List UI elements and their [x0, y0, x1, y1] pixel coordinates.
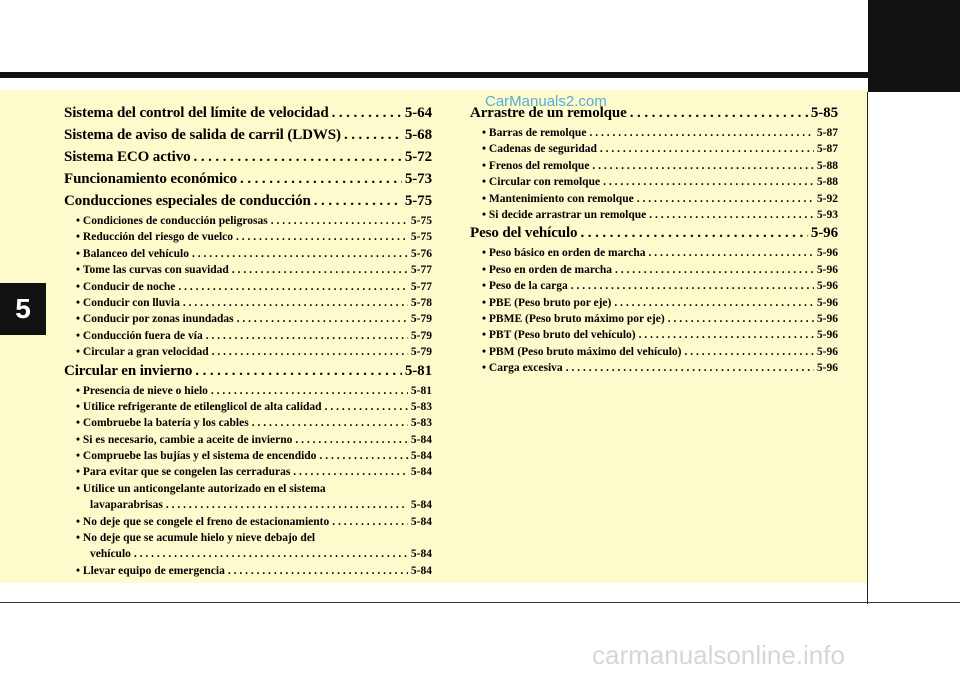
- toc-entry[interactable]: [64, 127, 432, 148]
- chapter-tab: 5: [0, 283, 46, 335]
- dot-leader: [615, 264, 814, 276]
- dot-leader: [134, 548, 408, 560]
- toc-entry-title: Conducciones especiales de conducción: [64, 193, 311, 209]
- toc-page-number: 5-77: [410, 280, 432, 293]
- toc-entry-title: • Barras de remolque: [482, 127, 586, 139]
- toc-subentry[interactable]: [64, 248, 432, 264]
- toc-page-number: 5-88: [816, 176, 838, 189]
- toc-entry-title: • Llevar equipo de emergencia: [76, 565, 225, 577]
- toc-subentry[interactable]: [470, 297, 838, 313]
- dot-leader: [589, 127, 813, 139]
- toc-entry-title: • PBT (Peso bruto del vehículo): [482, 329, 636, 341]
- corner-block: [868, 0, 960, 92]
- dot-leader: [252, 417, 408, 429]
- toc-subentry[interactable]: [470, 329, 838, 345]
- toc-entry-title: • Mantenimiento con remolque: [482, 193, 634, 205]
- toc-entry-title: Arrastre de un remolque: [470, 105, 627, 121]
- toc-page-number: 5-76: [410, 247, 432, 260]
- toc-page-number: 5-93: [816, 208, 838, 221]
- toc-page-number: 5-96: [816, 247, 838, 260]
- toc-entry-title: • Si decide arrastrar un remolque: [482, 209, 646, 221]
- dot-leader: [166, 499, 408, 511]
- toc-page-number: 5-84: [410, 548, 432, 561]
- toc-entry-title: • Combruebe la batería y los cables: [76, 417, 249, 429]
- toc-subentry[interactable]: [64, 417, 432, 433]
- toc-subentry-first-line: • No deje que se acumule hielo y nieve debajo del: [64, 532, 432, 548]
- toc-entry-title: • Presencia de nieve o hielo: [76, 385, 208, 397]
- dot-leader: [685, 346, 814, 358]
- toc-entry[interactable]: [64, 171, 432, 192]
- dot-leader: [212, 346, 408, 358]
- toc-subentry[interactable]: [470, 346, 838, 362]
- dot-leader: [206, 330, 408, 342]
- dot-leader: [637, 193, 814, 205]
- toc-page-number: 5-84: [410, 450, 432, 463]
- toc-right-column: [470, 105, 838, 378]
- toc-subentry[interactable]: [470, 209, 838, 225]
- dot-leader: [630, 105, 808, 122]
- toc-page-number: 5-79: [410, 329, 432, 342]
- toc-subentry[interactable]: [64, 548, 432, 564]
- toc-page-number: 5-72: [404, 149, 432, 165]
- toc-left-column: [64, 105, 432, 581]
- toc-entry[interactable]: [64, 149, 432, 170]
- toc-entry-title: Circular en invierno: [64, 362, 193, 379]
- toc-page-number: 5-73: [404, 171, 432, 187]
- dot-leader: [639, 329, 814, 341]
- toc-page-number: 5-96: [816, 362, 838, 375]
- toc-page-number: 5-87: [816, 143, 838, 156]
- toc-entry-title: Sistema de aviso de salida de carril (LDWS): [64, 127, 341, 143]
- dot-leader: [293, 466, 408, 478]
- toc-entry-title: • Carga excesiva: [482, 362, 563, 374]
- toc-entry-title: • PBM (Peso bruto máximo del vehículo): [482, 346, 682, 358]
- toc-subentry[interactable]: [64, 385, 432, 401]
- toc-subentry[interactable]: [64, 346, 432, 362]
- toc-subentry[interactable]: [64, 450, 432, 466]
- toc-subentry[interactable]: [64, 499, 432, 515]
- dot-leader: [314, 193, 402, 210]
- dot-leader: [571, 280, 814, 292]
- toc-subentry[interactable]: [470, 280, 838, 296]
- watermark-top: CarManuals2.com: [485, 93, 607, 110]
- toc-entry[interactable]: [64, 193, 432, 214]
- dot-leader: [332, 105, 402, 122]
- toc-page-number: 5-78: [410, 296, 432, 309]
- toc-entry-title: • Para evitar que se congelen las cerraduras: [76, 466, 290, 478]
- toc-entry-title: • Reducción del riesgo de vuelco: [76, 231, 233, 243]
- toc-entry-title: • Conducción fuera de vía: [76, 330, 203, 342]
- toc-entry-title: lavaparabrisas: [90, 499, 163, 512]
- toc-entry-title: Sistema del control del límite de velocidad: [64, 105, 329, 121]
- dot-leader: [236, 231, 408, 243]
- dot-leader: [649, 209, 814, 221]
- toc-entry-title: • No deje que se congele el freno de estacionamiento: [76, 516, 329, 528]
- dot-leader: [566, 362, 814, 374]
- toc-entry[interactable]: [64, 105, 432, 126]
- toc-page-number: 5-81: [404, 362, 432, 379]
- toc-entry-title: • PBE (Peso bruto por eje): [482, 297, 611, 309]
- toc-entry-title: • Si es necesario, cambie a aceite de invierno: [76, 434, 292, 446]
- toc-subentry[interactable]: [64, 516, 432, 532]
- toc-subentry[interactable]: [470, 313, 838, 329]
- toc-subentry[interactable]: [470, 193, 838, 209]
- toc-entry-title: • Circular a gran velocidad: [76, 346, 209, 358]
- dot-leader: [592, 160, 813, 172]
- toc-entry-title: • Balanceo del vehículo: [76, 248, 189, 260]
- toc-entry[interactable]: [64, 363, 432, 384]
- toc-page-number: 5-68: [404, 127, 432, 143]
- dot-leader: [211, 385, 408, 397]
- toc-page-number: 5-75: [404, 193, 432, 209]
- toc-entry-title: • Conducir por zonas inundadas: [76, 313, 234, 325]
- toc-page-number: 5-83: [410, 400, 432, 413]
- dot-leader: [614, 297, 814, 309]
- toc-entry-title: • Peso de la carga: [482, 280, 568, 292]
- header-rule: [0, 72, 868, 78]
- toc-page-number: 5-96: [810, 225, 838, 242]
- toc-subentry[interactable]: [470, 247, 838, 263]
- toc-entry-title: Peso del vehículo: [470, 225, 578, 242]
- toc-page-number: 5-83: [410, 417, 432, 430]
- toc-page-number: 5-88: [816, 159, 838, 172]
- toc-page-number: 5-96: [816, 263, 838, 276]
- toc-page-number: 5-92: [816, 192, 838, 205]
- toc-subentry[interactable]: [470, 160, 838, 176]
- dot-leader: [194, 149, 402, 166]
- dot-leader: [237, 313, 408, 325]
- toc-subentry[interactable]: [64, 297, 432, 313]
- toc-entry-title: • Compruebe las bujías y el sistema de encendido: [76, 450, 316, 462]
- dot-leader: [319, 450, 407, 462]
- toc-entry-title: • Conducir con lluvia: [76, 297, 180, 309]
- toc-page-number: 5-96: [816, 329, 838, 342]
- toc-subentry[interactable]: [64, 434, 432, 450]
- toc-page-number: 5-84: [410, 433, 432, 446]
- toc-subentry[interactable]: [64, 330, 432, 346]
- toc-subentry[interactable]: [64, 281, 432, 297]
- toc-page-number: 5-79: [410, 346, 432, 359]
- dot-leader: [228, 565, 408, 577]
- watermark-bottom: carmanualsonline.info: [592, 640, 845, 670]
- dot-leader: [580, 225, 807, 242]
- toc-subentry[interactable]: [470, 264, 838, 280]
- toc-subentry[interactable]: [470, 143, 838, 159]
- toc-entry-title: • PBME (Peso bruto máximo por eje): [482, 313, 665, 325]
- toc-page-number: 5-81: [410, 384, 432, 397]
- toc-page-number: 5-79: [410, 313, 432, 326]
- toc-page-number: 5-64: [404, 105, 432, 121]
- toc-entry-title: • Peso en orden de marcha: [482, 264, 612, 276]
- right-margin-rule: [867, 92, 868, 604]
- dot-leader: [600, 143, 814, 155]
- toc-entry-title: • Condiciones de conducción peligrosas: [76, 215, 268, 227]
- dot-leader: [178, 281, 408, 293]
- toc-entry-title: • Frenos del remolque: [482, 160, 589, 172]
- toc-page-number: 5-84: [410, 515, 432, 528]
- toc-entry[interactable]: [470, 225, 838, 246]
- toc-subentry[interactable]: [470, 127, 838, 143]
- dot-leader: [668, 313, 814, 325]
- toc-entry-title: Sistema ECO activo: [64, 149, 191, 165]
- toc-entry-title: • Conducir de noche: [76, 281, 175, 293]
- toc-page-number: 5-75: [410, 231, 432, 244]
- toc-entry-title: • Cadenas de seguridad: [482, 143, 597, 155]
- toc-page-number: 5-77: [410, 264, 432, 277]
- toc-subentry[interactable]: [64, 401, 432, 417]
- toc-page-number: 5-84: [410, 499, 432, 512]
- toc-page-number: 5-96: [816, 296, 838, 309]
- dot-leader: [195, 363, 402, 380]
- toc-subentry[interactable]: [64, 264, 432, 280]
- toc-subentry[interactable]: [64, 215, 432, 231]
- toc-subentry[interactable]: [64, 565, 432, 581]
- toc-entry-title: • Circular con remolque: [482, 176, 600, 188]
- dot-leader: [344, 127, 402, 144]
- dot-leader: [271, 215, 408, 227]
- toc-subentry[interactable]: [470, 176, 838, 192]
- dot-leader: [603, 176, 814, 188]
- dot-leader: [192, 248, 408, 260]
- toc-page-number: 5-75: [410, 215, 432, 227]
- toc-page-number: 5-85: [810, 105, 838, 121]
- toc-page-number: 5-84: [410, 564, 432, 577]
- toc-subentry[interactable]: [64, 231, 432, 247]
- toc-subentry[interactable]: [64, 313, 432, 329]
- dot-leader: [232, 264, 408, 276]
- toc-page-number: 5-87: [816, 127, 838, 139]
- toc-entry-title: • Utilice refrigerante de etilenglicol de alta calidad: [76, 401, 322, 413]
- toc-page-number: 5-96: [816, 312, 838, 325]
- toc-subentry-first-line: • Utilice un anticongelante autorizado en el sistema: [64, 483, 432, 499]
- footer-rule: [0, 602, 960, 603]
- toc-page-number: 5-84: [410, 466, 432, 479]
- dot-leader: [332, 516, 408, 528]
- toc-entry-title: vehículo: [90, 548, 131, 561]
- dot-leader: [649, 247, 814, 259]
- dot-leader: [295, 434, 407, 446]
- dot-leader: [183, 297, 408, 309]
- toc-page-number: 5-96: [816, 280, 838, 293]
- dot-leader: [325, 401, 408, 413]
- toc-entry-title: Funcionamiento económico: [64, 171, 238, 187]
- dot-leader: [240, 171, 402, 188]
- toc-entry-title: • Tome las curvas con suavidad: [76, 264, 229, 276]
- toc-entry-title: • Peso básico en orden de marcha: [482, 247, 646, 259]
- toc-subentry[interactable]: [470, 362, 838, 378]
- toc-subentry[interactable]: [64, 466, 432, 482]
- toc-page-number: 5-96: [816, 345, 838, 358]
